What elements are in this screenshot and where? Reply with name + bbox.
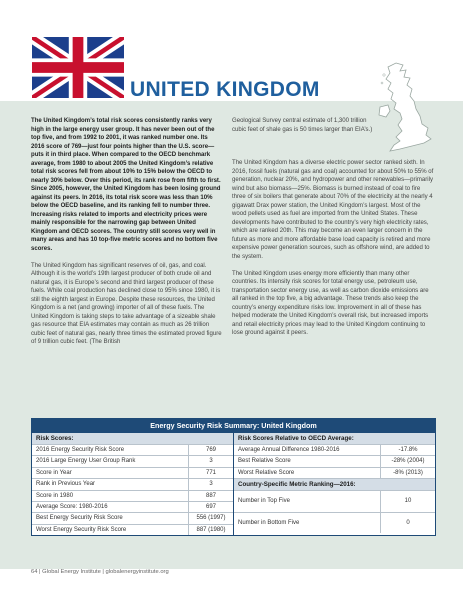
page-footer: 64 | Global Energy Institute | globalenergyinstitute.org xyxy=(31,569,169,575)
right-text-column xyxy=(232,159,434,346)
left-text-column xyxy=(31,117,222,355)
right-text-top xyxy=(232,117,379,143)
table-row: Worst Energy Security Risk Score 887 (1980) xyxy=(32,524,233,535)
relative-scores-column xyxy=(234,433,435,535)
efficiency-paragraph: The United Kingdom uses energy more efficiently than many other countries. Its intensity risk scores for total energy use, petroleum use, transportation sector energy use, as well as carbon dioxide emissions are all ranked in the top five, a big advantage. These trends also keep the country’s energy expenditure risks low. Improvement in all of these has helped moderate the United Kingdom’s overall risk, but increased imports and retail electricity prices may lead to the United Kingdom continuing to lose ground against it peers. xyxy=(232,270,429,336)
intro-paragraph: The United Kingdom’s total risk scores consistently ranks very high in the large energy user group. It has never been out of the top five, and from 1992 to 2001, it was ranked number one. Its 2016 score of 769—just four points higher than the U.S. score—puts it in third place. When compared to the OECD benchmark average, from 1980 to about 2005 the United Kingdom’s relative total risk scores fell from about 10% to 15% below the OECD to nearly 30% below. Over this period, its rank rose from fifth to first. Since 2005, however, the United Kingdom has been losing ground against its peers. In 2016, its total risk score was less than 10% below the OECD baseline, and its ranking fell to number three. Increasing risks related to imports and electricity prices were mainly responsible for the narrowing gap between United Kingdom and OECD scores. The country still scores very well in many areas and has 10 top-five metric scores and no bottom five scores. xyxy=(31,118,221,252)
table-row: Score in 1980 887 xyxy=(32,490,233,501)
metric-ranking-header: Country-Specific Metric Ranking—2016: xyxy=(234,478,435,490)
table-row: Worst Relative Score -8% (2013) xyxy=(234,467,435,478)
uk-outline-map-icon xyxy=(376,61,434,157)
table-row: Average Annual Difference 1980-2016 -17.8% xyxy=(234,444,435,455)
power-sector-paragraph: The United Kingdom has a diverse electric power sector ranked sixth. In 2016, fossil fuels (natural gas and coal) accounted for about 50% to 55% of generation, nuclear 20%, and hydropower and other renewables—primarily wind but also biomass—25%. Biomass is burned instead of coal to fire three of six boilers that generate about 70% of the electricity at the nearly 4 gigawatt Drax power station, the United Kingdom’s largest. Most of the wood pellets used as fuel are imported from the United States. These developments have contributed to the country’s very high electricity rates, which are ranked 20th. This may become an even larger concern in the future as more and more affordable base load capacity is retired and more expensive power generation sources, such as offshore wind, are added to the system. xyxy=(232,160,434,260)
risk-scores-header: Risk Scores: xyxy=(32,433,233,444)
table-row: Best Relative Score -28% (2004) xyxy=(234,455,435,466)
union-jack-flag-icon xyxy=(32,37,124,98)
table-row: 2016 Large Energy User Group Rank 3 xyxy=(32,455,233,466)
page-title: UNITED KINGDOM xyxy=(130,78,320,101)
table-row: Number in Top Five 10 xyxy=(234,490,435,512)
table-row: Average Score: 1980-2016 697 xyxy=(32,501,233,512)
resources-paragraph: The United Kingdom has significant reserves of oil, gas, and coal. Although it is the world’s 19th largest producer of both crude oil and natural gas, it is Europe’s second and third largest producer of these fuels. While coal production has declined close to 95% since 1980, it is still the eighth largest in Europe. Despite these resources, the United Kingdom is a net (and growing) importer of all of these fuels. The United Kingdom is taking steps to take advantage of a sizeable shale gas resource that EIA estimates may contain as much as 26 trillion cubic feet of natural gas, nearly three times the estimated proved figure of 9 trillion cubic feet. (The British xyxy=(31,262,222,345)
table-row: Number in Bottom Five 0 xyxy=(234,512,435,534)
table-row: Score in Year 771 xyxy=(32,467,233,478)
risk-summary-table xyxy=(31,418,436,536)
relative-scores-header: Risk Scores Relative to OECD Average: xyxy=(234,433,435,444)
table-title: Energy Security Risk Summary: United Kingdom xyxy=(32,419,435,433)
table-row: Rank in Previous Year 3 xyxy=(32,478,233,489)
shale-paragraph-continued: Geological Survey central estimate of 1,300 trillion cubic feet of shale gas is 50 times larger than EIA’s.) xyxy=(232,118,373,133)
risk-scores-column xyxy=(32,433,234,535)
table-row: 2016 Energy Security Risk Score 769 xyxy=(32,444,233,455)
table-row: Best Energy Security Risk Score 556 (1997) xyxy=(32,512,233,523)
